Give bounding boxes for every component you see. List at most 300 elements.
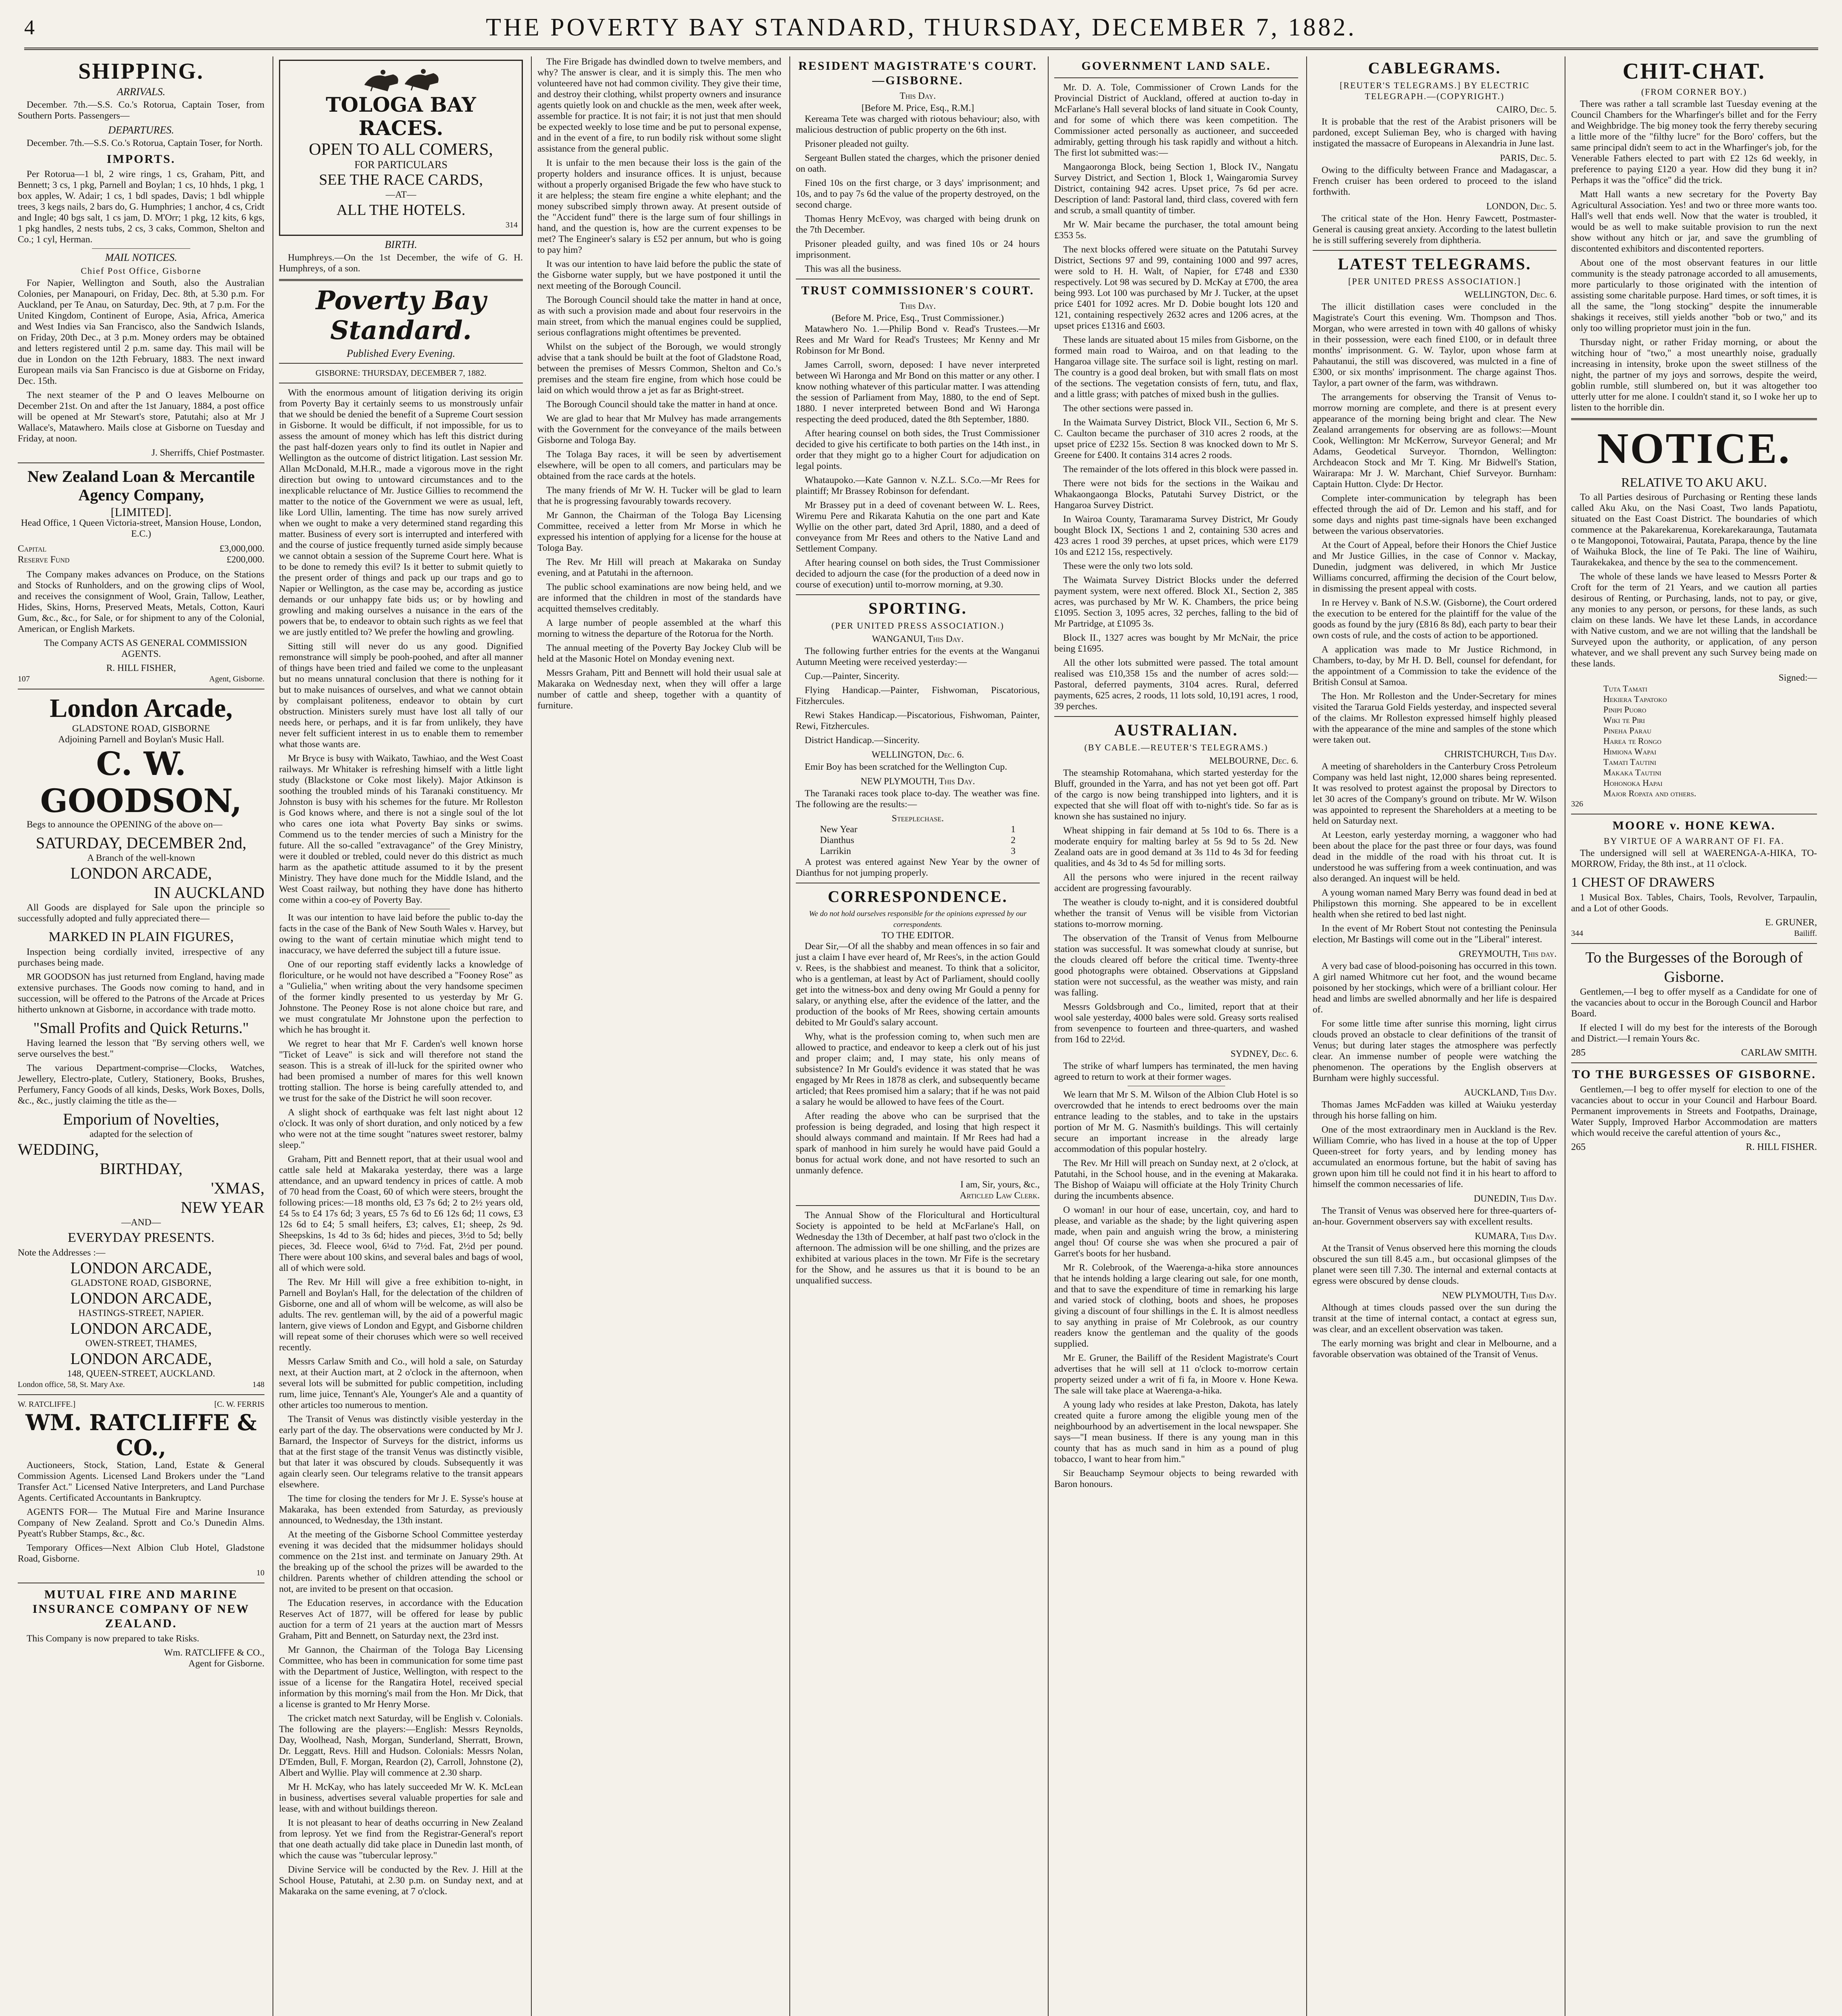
- loan-signature: R. HILL FISHER,: [106, 663, 176, 673]
- australian-paragraph: The observation of the Transit of Venus from Melbourne station was successful. It was somewhat cloudy at sunrise, but the clouds cleared off before the critical time. Twenty-three good photographs were obtained. Observations at Gippsland station were not successful, as the weather was misty, and rain was falling.: [1054, 933, 1298, 998]
- ratcliffe-offices: Temporary Offices—Next Albion Club Hotel, Gladstone Road, Gisborne.: [18, 1543, 264, 1564]
- telegram-paragraph: One of the most extraordinary men in Auckland is the Rev. William Comrie, who has lived in a house at the top of Upper Queen-street for forty years, and by lending money has accumulated an enormous fortune, but the habit of saving has grown upon him till he could not find it in his heart to afford to himself the common necessaries of life.: [1313, 1125, 1557, 1189]
- telegram-paragraph: The illicit distillation cases were concluded in the Magistrate's Court this evening. Wm. Thompson and Thos. Morgan, who were arrested in town with 40 gallons of whisky in their possession, were each fined £100, or in default three months' imprisonment. G. W. Taylor, upon whose farm at Pahautanui, the still was discovered, was mulcted in a fine of £300, or six months' imprisonment. The charge against Thos. Taylor, a part owner of the farm, was withdrawn.: [1313, 302, 1557, 388]
- news-paragraph: The Tolaga Bay races, it will be seen by advertisement elsewhere, will be open to all comers, and particulars may be obtained from the race cards at the hotels.: [537, 449, 781, 481]
- telegram-paragraph: A meeting of shareholders in the Canterbury Cross Petroleum Company was held last night, 12,000 shares being represented. It was resolved to protest against the proposal by Directors to let 30 acres of the Company's ground on tribute. Mr W. Wilson was appointed to represent the Shareholders at a meeting to be held on Saturday next.: [1313, 761, 1557, 826]
- trust-heading: TRUST COMMISSIONER'S COURT.: [801, 284, 1034, 297]
- race-horse-name: Larrikin: [820, 846, 851, 856]
- loan-reserve-row: [18, 554, 264, 565]
- loan-limited: [LIMITED].: [110, 506, 172, 519]
- notice-sub: RELATIVE TO AKU AKU.: [1621, 475, 1767, 489]
- local-paragraph: We learn that Mr S. M. Wilson of the Albion Club Hotel is so overcrowded that he intends to erect bedrooms over the main entrance leading to the stables, and to take in the upstairs portion of Mr M. G. Nasmith's buildings. This will certainly secure an important increase in the already large accommodation of this popular hostelry.: [1054, 1089, 1298, 1154]
- mutual-text: This Company is now prepared to take Risks.: [27, 1633, 200, 1644]
- address-4-street: 148, QUEEN-STREET, AUCKLAND.: [67, 1368, 215, 1379]
- land-paragraph: The remainder of the lots offered in this block were passed in.: [1063, 464, 1298, 475]
- signatory-name: Hekiera Tapatoko: [1603, 694, 1667, 704]
- notice-heading: NOTICE.: [1597, 425, 1791, 473]
- column-3: [531, 56, 787, 2016]
- column-2: [273, 56, 529, 2016]
- telegram-paragraph: At the Court of Appeal, before their Honors the Chief Justice and Mr Justice Gillies, in the case of Connor v. Mackay, Dunedin, judgment was delivered, in which Mr Justice Williams concurred, affirming the decision of the Court below, in dismissing the present appeal with costs.: [1313, 540, 1557, 594]
- land-paragraph: In Wairoa County, Taramarama Survey District, Mr Goudy bought Block IX, Sections 1 and 2, containing 530 acres and 423 acres 1 rood 39 perches, at upset prices, which were £179 10s and £212 15s, respectively.: [1054, 514, 1298, 557]
- telegram-paragraph: A young woman named Mary Berry was found dead in bed at Philipstown this morning. She appeared to be in excellent health when she retired to bed last night.: [1313, 887, 1557, 920]
- newspaper-title: THE POVERTY BAY STANDARD, THURSDAY, DECEMBER 7, 1882.: [486, 13, 1357, 41]
- cable-dateline: LONDON, Dec. 5.: [1486, 201, 1557, 211]
- column-5: [1048, 56, 1304, 2016]
- leader-paragraph: Mr H. McKay, who has lately succeeded Mr W. K. McLean in business, advertises several valuable properties for sale and lease, with and without buildings thereon.: [279, 1782, 523, 1814]
- race-horse-name: New Year: [820, 824, 858, 835]
- imports-text: Per Rotorua—1 bl, 2 wire rings, 1 cs, Graham, Pitt, and Bennett; 3 cs, 1 pkg, Parnell and Boylan; 1 cs, 10 hhds, 1 pkg, 1 box apples, W. Adair; 1 cs, 1 bdl spades, Davis; 1 bdl whipple trees, 3 kegs nails, 2 bars do, G. Humphries; 1 anchor, 4 cs, Cridt and Ingle; 40 bgs salt, 1 cs jam, D. M'Orr; 1 pkg, 12 kits, 6 kgs, 1 pkg handles, 2 nests tubs, 2 cs, 3 caks, Common, Shelton and Co.; 1 cyl, Herman.: [18, 169, 264, 245]
- everyday-presents: EVERYDAY PRESENTS.: [68, 1230, 214, 1245]
- divider: [1571, 1062, 1817, 1063]
- sporting-dateline: WANGANUI, This Day.: [872, 634, 964, 644]
- address-2: LONDON ARCADE,: [70, 1289, 212, 1307]
- mutual-signature-2: Agent for Gisborne.: [188, 1658, 264, 1669]
- chit-chat-sub: (FROM CORNER BOY.): [1641, 87, 1747, 97]
- address-footer: [18, 1379, 264, 1390]
- telegram-paragraph: In re Hervey v. Bank of N.S.W. (Gisborne), the Court ordered the execution to be entered for the plaintiff for the value of the goods as found by the jury (£816 8s 8d), each party to bear their own costs of rule, and the costs of action to be apportioned.: [1313, 598, 1557, 641]
- land-sale-heading: GOVERNMENT LAND SALE.: [1081, 59, 1271, 73]
- divider: [92, 248, 191, 249]
- land-paragraph: The next blocks offered were situate on the Patutahi Survey District, Sections 97 and 99, containing 1000 and 997 acres, were sold to H. H. Walt, of Napier, for £748 and £330 respectively. Lot 98 was secured by D. McKay at £700, the area being 993. Lot 100 was purchased by Mr J. Tucker, at the upset price £401 for 1092 acres. Mr D. Dobie bought lots 120 and 121, containing respectively 2632 acres and 1206 acres, at the upset prices £1316 and £603.: [1054, 244, 1298, 331]
- notice-footer: [1571, 799, 1817, 810]
- ad-number: 107: [18, 675, 30, 683]
- leader-paragraph: One of our reporting staff evidently lacks a knowledge of floriculture, or he would not have described a "Fooney Rose" as a "Gulielia," when writing about the very handsome specimen of the former kindly presented to us yesterday by Mr G. Johnstone. The Peoney Rose is not alone choice but rare, and we must congratulate Mr Johnstone upon the perfection to which he has brought it.: [279, 959, 523, 1035]
- burgesses-heading: To the Burgesses of the Borough of Gisborne.: [1585, 949, 1803, 985]
- telegram-paragraph: The Hon. Mr Rolleston and the Under-Secretary for mines visited the Tararua Gold Fields yesterday, and inspected several of the claims. Mr Rolleston expressed himself highly pleased with the appearance of the mine and samples of the stone which were taken out.: [1313, 691, 1557, 745]
- news-paragraph: The Borough Council should take the matter in hand at once.: [546, 399, 778, 410]
- australian-paragraph: The weather is cloudy to-night, and it is considered doubtful whether the transit of Venus will be visible from Victorian stations to-morrow morning.: [1054, 897, 1298, 929]
- burgesses-paragraph: Gentlemen,—I beg to offer myself as a Candidate for one of the vacancies about to occur in the Borough Council and Harbor Board.: [1571, 987, 1817, 1019]
- notice-paragraph: To all Parties desirous of Purchasing or Renting these lands called Aku Aku, on the Nasi Coast, Two lands Papatiotu, situated on the East Coast District. The boundaries of which commence at the Pakarekarenua, Korekarekaraunga, Tautamata o te Mangoponoi, Totowairai, Pautata, Parapa, thence by the line of Waihuka Block, the line of Te Paki. The line of Waihiru, Taurakekakea, and thence by the sea to the commencement.: [1571, 492, 1817, 568]
- latest-telegrams-heading: LATEST TELEGRAMS.: [1338, 255, 1532, 273]
- goodson-paragraph-4: The various Department-comprise—Clocks, Watches, Jewellery, Electro-plate, Cutlery, Stationery, Books, Brushes, Perfumery, Fancy Goods of all kinds, Desks, Work Boxes, Dolls, &c., &c., justly claiming the title as the—: [18, 1063, 264, 1106]
- australian-paragraph: Messrs Goldsbrough and Co., limited, report that at their wool sale yesterday, 4000 bales were sold. Greasy sorts realised from sevenpence to fourteen and three-quarters, and washed from 16d to 22½d.: [1054, 1002, 1298, 1045]
- sporting-paragraph: A protest was entered against New Year by the owner of Dianthus for not jumping properly.: [796, 857, 1040, 878]
- chit-chat-heading: CHIT-CHAT.: [1622, 59, 1766, 84]
- signatory-name: Pineha Parau: [1603, 725, 1652, 735]
- leader-paragraph: Mr Bryce is busy with Waikato, Tawhiao, and the West Coast railways. Mr Whitaker is refreshing himself with a little light study (Blackstone or Coke most likely). Major Atkinson is soothing the troubled minds of his Taranaki constituency. Mr Johnston is busy with his schemes for the future. Mr Rolleston is God knows where, and there is not a single soul of the lot who cares one iota what Poverty Bay sinks or swims. Commend us to the tender mercies of such a Ministry for the future. All the so-called "extravagance" of the Grey Ministry, were it doubled or trebled, could never do this district as much harm as the apathetic attitude assumed to it by the present Ministry. They have done much for the Middle Island, and the West Coast railway, but nothing they have done has hitherto come within a coo-ey of Poverty Bay.: [279, 753, 523, 905]
- burgesses-2-footer: [1571, 1142, 1817, 1153]
- local-paragraph: The Rev. Mr Hill will preach on Sunday next, at 2 o'clock, at Patutahi, in the School house, and in the evening at Makaraka. The Bishop of Waiapu will officiate at the Holy Trinity Church during the incumbents absence.: [1054, 1158, 1298, 1201]
- trust-date: This Day.: [899, 301, 936, 311]
- land-paragraph: In the Waimata Survey District, Block VII., Section 6, Mr S. C. Caulton became the purchaser of 310 acres 2 roods, at the upset price of £232 15s. Section 8 was knocked down to Mr S. Greene for £400. It contains 314 acres 2 roods.: [1054, 417, 1298, 460]
- races-at: —AT—: [385, 190, 416, 200]
- signatory-name: Tamati Tautini: [1603, 757, 1657, 767]
- signatory-name: Makaka Tautini: [1603, 767, 1661, 777]
- leader-paragraph: The Transit of Venus was distinctly visible yesterday in the early part of the day. The observations were conducted by Mr J. Barnard, the Inspector of Surveys for the district, informs us that at the first stage of the transit Venus was distinctly visible, but that later it was obscured by clouds. Subsequently it was again clearly seen. Our telegrams relative to the transit appears elsewhere.: [279, 1414, 523, 1490]
- arcade-address: GLADSTONE ROAD, GISBORNE: [72, 723, 210, 734]
- mail-text-2: The next steamer of the P and O leaves Melbourne on December 21st. On and after the 1st January, 1884, a post office will be opened at Mr Stewart's store, Patutahi; also at Mr J Wallace's, Matawhero. Mails close at Gisborne on Tuesday and Friday, at noon.: [18, 390, 264, 444]
- telegram-paragraph: Thomas James McFadden was killed at Waiuku yesterday through his horse falling on him.: [1313, 1100, 1557, 1121]
- land-paragraph: All the other lots submitted were passed. The total amount realised was £10,358 15s and the number of acres sold:—Pastoral, deferred payments, 3104 acres. Rural, deferred payments, 625 acres, 2 roods, 11 lots sold, 10,191 acres, 1 rood, 39 perches.: [1054, 658, 1298, 712]
- ratcliffe-agents: AGENTS FOR— The Mutual Fire and Marine Insurance Company of New Zealand. Sprott and Co.'s Dunedin Alms. Pyeatt's Rubber Stamps, &c., &c.: [18, 1507, 264, 1539]
- ad-number: 344: [1571, 929, 1583, 938]
- latest-telegrams-sub: [PER UNITED PRESS ASSOCIATION.]: [1348, 276, 1521, 286]
- divider: [279, 279, 523, 281]
- arcade-address-2: Adjoining Parnell and Boylan's Music Hall.: [58, 734, 224, 745]
- goodson-marked: MARKED IN PLAIN FIGURES,: [48, 929, 234, 944]
- court-date: This Day.: [899, 91, 936, 101]
- moore-bailiff: Bailiff.: [1794, 929, 1817, 938]
- signatory-name: Major Ropata and others.: [1603, 788, 1696, 798]
- masthead: [24, 7, 1818, 50]
- moore-signature: E. GRUNER,: [1765, 917, 1817, 928]
- cablegrams-sub: [REUTER'S TELEGRAMS.] BY ELECTRIC TELEGRAPH.—(COPYRIGHT.): [1340, 80, 1530, 101]
- letter-paragraph: Dear Sir,—Of all the shabby and mean offences in so fair and just a claim I have ever heard of, Mr Rees's, in the action Gould v. Rees, is the shabbiest and meanest. To think that a solicitor, who is a gentleman, at least by Act of Parliament, should coolly get into the witness-box and deny owing Mr Gould a penny for salary, or anything else, after the evidence of the latter, and the production of the books of Mr Rees, showing certain amounts debited to Mr Gould's salary account.: [796, 941, 1040, 1028]
- divider: [18, 462, 264, 463]
- address-1: LONDON ARCADE,: [70, 1259, 212, 1277]
- news-paragraph: The Borough Council should take the matter in hand at once, as with such a provision made and about four reservoirs in the main street, from which the manual engines could be supplied, serious conflagrations might oftentimes be prevented.: [537, 295, 781, 338]
- loan-reserve-value: £200,000.: [227, 554, 264, 565]
- court-paragraph: Sergeant Bullen stated the charges, which the prisoner denied on oath.: [796, 153, 1040, 174]
- column-6: [1306, 56, 1562, 2016]
- land-paragraph: These lands are situated about 15 miles from Gisborne, on the formed main road to Wairoa, and on that leading to the Hangaroa village site. The surface soil is light, resting on marl. The country is a good deal broken, but with small flats on most of the sections. The vegetation consists of fern, tutu, and flax, and a little grass; with patches of mixed bush in the gullies.: [1054, 335, 1298, 400]
- news-paragraph: Whilst on the subject of the Borough, we would strongly advise that a tank should be built at the foot of Gladstone Road, between the premises of Messrs Common, Shelton and Co.'s premises and the steam fire engine, from which hose could be laid on which would throw a jet as far as Bright-street.: [537, 342, 781, 396]
- birth-heading: BIRTH.: [385, 239, 417, 250]
- moore-item: 1 CHEST OF DRAWERS: [1571, 875, 1715, 890]
- shipping-heading: SHIPPING.: [78, 59, 204, 84]
- leader-paragraph: The cricket match next Saturday, will be English v. Colonials. The following are the players:—English: Messrs Reynolds, Day, Woolhead, Nash, Morgan, Sunderland, Sherratt, Brown, Dr. Leggatt, Revs. Hill and Hudson. Colonials: Messrs Nolan, D'Emden, Bull, F. Morgan, Reardon (2), Carroll, Johnstone (2), Albert and Wyllie. Play will commence at 2.30 sharp.: [279, 1713, 523, 1778]
- ad-number: 314: [506, 221, 518, 229]
- news-paragraph: It is unfair to the men because their loss is the gain of the property holders and insurance offices. It is unjust, because without a properly organised Brigade the few who have stuck to it are helpless; the steam fire engine a white elephant; and the money subscribed simply thrown away. At present outside of the "Accident fund" there is the large sum of four shillings in hand, and the question is, how are the current expenses to be met? The Engineer's salary is £52 per annum, but who is going to pay him?: [537, 158, 781, 255]
- mutual-heading: MUTUAL FIRE AND MARINE INSURANCE COMPANY OF NEW ZEALAND.: [32, 1588, 250, 1630]
- goodson-auckland: IN AUCKLAND: [154, 883, 264, 902]
- leader-paragraph: A slight shock of earthquake was felt last night about 12 o'clock. It was only of short duration, and only noticed by a few who were not at the time sought "natures sweet restorer, balmy sleep.": [279, 1107, 523, 1150]
- arcade-heading: London Arcade,: [50, 694, 233, 723]
- burgesses-2-signature: R. HILL FISHER.: [1746, 1142, 1817, 1152]
- column-1: [12, 56, 270, 2016]
- loan-capital-row: [18, 544, 264, 554]
- leader-paragraph: The time for closing the tenders for Mr J. E. Sysse's house at Makaraka, has been extended from Saturday, as previously announced, to Wednesday, the 13th instant.: [279, 1493, 523, 1526]
- telegram-dateline: CHRISTCHURCH, This Day.: [1444, 749, 1557, 759]
- wedding: WEDDING,: [18, 1140, 99, 1158]
- moore-heading: MOORE v. HONE KEWA.: [1612, 819, 1776, 832]
- letter-signature: I am, Sir, yours, &c.,: [960, 1179, 1040, 1190]
- notice-signed: Signed:—: [1778, 673, 1817, 683]
- signatory-name: Tuta Tamati: [1603, 683, 1648, 694]
- leader-paragraph: Sitting still will never do us any good. Dignified remonstrance will simply be pooh-poohed, and after all manner of things have been tried and failed we come to the unpleasant but no means unnatural conclusion that there is nothing for it but to make nuisances of ourselves, and what we cannot obtain by complaisant politeness, endeavor to obtain by curt obstruction. Ministers surely must have lost all tally of our needs here, or perhaps, and it is far from unlikely, they have never felt sufficient interest in us to enable them to remember what those wants are.: [279, 641, 523, 750]
- burgesses-2-heading: TO THE BURGESSES OF GISBORNE.: [1572, 1068, 1816, 1081]
- court-paragraph: Thomas Henry McEvoy, was charged with being drunk on the 7th December.: [796, 214, 1040, 235]
- australian-heading: AUSTRALIAN.: [1114, 721, 1238, 739]
- leader-paragraph: Graham, Pitt and Bennett report, that at their usual wool and cattle sale held at Makaraka yesterday, there was a large attendance, and an upward tendency in prices of cattle. A mob of 70 head from the Coast, 60 of which were steers, brought the following prices:—18 months old, £3 7s 6d; 2 to 2½ years old, £4 5s to £4 17s 6d; 3 years, £5 7s 6d to £6 12s 6d; 11 cows, £3 12s 6d to £4; 5 small heifers, £3; calves, £1; sheep, 2s 9d. Sheepskins, 1s 4d to 3s 6d; hides and pieces, 3½d to 5d; belly pieces, 3d. Fleece wool, 6¼d to 7½d. Fat, 2½d per pound. There were about 100 skins, and several bales and bags of wool, all of which were sold.: [279, 1154, 523, 1273]
- goodson-text: Begs to announce the OPENING of the above on—: [27, 819, 223, 830]
- ratcliffe-heading: WM. RATCLIFFE & CO.,: [25, 1410, 257, 1460]
- trust-before: (Before M. Price, Esq., Trust Commissioner.): [832, 313, 1004, 323]
- emporium-sub: adapted for the selection of: [89, 1129, 193, 1139]
- telegram-paragraph: For some little time after sunrise this morning, light cirrus clouds proved an obstacle to clear definitions of the transit of Venus; but during later stages the atmosphere was perfectly clear. An immense number of people were watching the phenomenon. The operations by the English observers at Burnham were highly successful.: [1313, 1018, 1557, 1083]
- loan-footer: [18, 674, 264, 685]
- leader-paragraph: It is not pleasant to hear of deaths occurring in New Zealand from leprosy. Yet we find from the Registrar-General's report that one death actually did take place in Dunedin last month, of which the cause was "tubercular leprosy.": [279, 1818, 523, 1861]
- trust-paragraph: After hearing counsel on both sides, the Trust Commissioner decided to adjourn the case (for the production of a deed now in course of execution) until to-morrow morning, at 9.30.: [796, 558, 1040, 590]
- telegram-paragraph: A very bad case of blood-poisoning has occurred in this town. A girl named Whitmore cut her foot, and the wound became poisoned by her stockings, which were of a brilliant colour. Her head and limbs are swelled abnormally and her life is despaired of.: [1313, 961, 1557, 1015]
- goodson-motto: "Small Profits and Quick Returns.": [33, 1020, 249, 1037]
- cable-paragraph: The critical state of the Hon. Henry Fawcett, Postmaster-General is causing great anxiety. According to the latest bulletin he is still suffering severely from diphtheria.: [1313, 213, 1557, 246]
- news-paragraph: It was our intention to have laid before the public the state of the Gisborne water supply, but we have postponed it until the next meeting of the Borough Council.: [537, 259, 781, 291]
- races-see: SEE THE RACE CARDS,: [319, 171, 483, 188]
- leader-paragraph: Mr Gannon, the Chairman of the Tologa Bay Licensing Committee, who has been in communication for some time past with the Department of Justice, Wellington, with respect to the issue of a license for the Rangatira Hotel, received special information by this morning's mail from the Hon. Mr Dick, that a license is granted to Mr Henry Morse.: [279, 1645, 523, 1710]
- arrivals-heading: ARRIVALS.: [117, 86, 166, 98]
- chit-chat-paragraph: About one of the most observant features in our little community is the steady patronage accorded to all amusements, more particularly to those originated with the intention of assisting some charitable purpose. Hard times, or soft times, it is all the same, the "long stocking" despite the innumerable shakings it receives, still yields another "bob or two," and its only too willing proprietor must join in the fun.: [1571, 258, 1817, 333]
- leader-paragraph: It was our intention to have laid before the public to-day the facts in the case of the Bank of New South Wales v. Harvey, but owing to the want of certain minutiae which might tend to inaccuracy, we have deferred the subject till a future issue.: [279, 912, 523, 956]
- race-result-row: [796, 824, 1040, 835]
- telegram-paragraph: A application was made to Mr Justice Richmond, in Chambers, to-day, by Mr H. D. Bell, counsel for defendant, for the appointment of a Commission to take the evidence of the British Consul at Samoa.: [1313, 644, 1557, 687]
- signatory-name: Hohonoka Hapai: [1603, 778, 1663, 788]
- goodson-marked-text: Inspection being cordially invited, irrespective of any purchases being made.: [18, 947, 264, 968]
- telegram-paragraph: The early morning was bright and clear in Melbourne, and a favorable observation was obtained of the Transit of Venus.: [1313, 1338, 1557, 1360]
- news-paragraph: Mr Gannon, the Chairman of the Tologa Bay Licensing Committee, received a letter from Mr Morse in which he expressed his intention of applying for a license for the house at Tologa Bay.: [537, 510, 781, 553]
- divider: [279, 363, 523, 364]
- loan-capital-label: Capital: [18, 544, 47, 554]
- imports-heading: IMPORTS.: [106, 152, 176, 166]
- address-1-street: GLADSTONE ROAD, GISBORNE,: [71, 1278, 212, 1288]
- column-7: [1565, 56, 1823, 2016]
- trust-paragraph: After hearing counsel on both sides, the Trust Commissioner decided to give his certificate to both parties on the 14th inst., in order that they might go to a higher Court for adjudication on legal points.: [796, 428, 1040, 471]
- goodson-london-arcade: LONDON ARCADE,: [70, 864, 212, 882]
- loan-company-heading: New Zealand Loan & Mercantile Agency Company,: [27, 467, 255, 504]
- races-hotels: ALL THE HOTELS.: [336, 202, 466, 219]
- partner-left: W. RATCLIFFE.]: [18, 1400, 76, 1409]
- races-footer: [284, 220, 518, 231]
- sporting-sub: (PER UNITED PRESS ASSOCIATION.): [831, 621, 1004, 631]
- telegram-paragraph: In the event of Mr Robert Stout not contesting the Peninsula election, Mr Bastings will come out in the "Liberal" interest.: [1313, 923, 1557, 945]
- divider: [1571, 943, 1817, 944]
- signatory-name: Himiona Wapai: [1603, 746, 1657, 756]
- birthday: BIRTHDAY,: [100, 1160, 183, 1178]
- land-paragraph: The other sections were passed in.: [1063, 403, 1193, 414]
- news-paragraph: The many friends of Mr W. H. Tucker will be glad to learn that he is progressing favourably towards recovery.: [537, 485, 781, 506]
- show-paragraph: The Annual Show of the Floricultural and Horticultural Society is appointed to be held at McFarlane's Hall, on Wednesday the 13th of December, at half past two o'clock in the afternoon. The admission will be one shilling, and the prizes are exhibited at various places in the town. Mr Fife is the secretary for the Show, and he assures us that it is bound to be an unqualified success.: [796, 1210, 1040, 1286]
- race-place: 1: [1011, 824, 1016, 835]
- notice-signatories: [1571, 683, 1817, 799]
- ad-number: 10: [256, 1568, 264, 1577]
- column-4: [789, 56, 1045, 2016]
- moore-sub: BY VIRTUE OF A WARRANT OF FI. FA.: [1604, 836, 1784, 846]
- ad-number: 148: [252, 1380, 264, 1389]
- news-paragraph: The annual meeting of the Poverty Bay Jockey Club will be held at the Masonic Hotel on Monday evening next.: [537, 643, 781, 664]
- court-paragraph: Fined 10s on the first charge, or 3 days' imprisonment; and 10s, and to pay 7s 6d the value of the property destroyed, on the second charge.: [796, 178, 1040, 210]
- letter-author: Articled Law Clerk.: [960, 1190, 1040, 1201]
- cablegrams-heading: CABLEGRAMS.: [1368, 59, 1501, 77]
- moore-items: 1 Musical Box. Tables, Chairs, Tools, Revolver, Tarpaulin, and a Lot of other Goods.: [1571, 892, 1817, 914]
- telegram-dateline: GREYMOUTH, This day.: [1459, 949, 1557, 959]
- new-year: NEW YEAR: [181, 1198, 264, 1216]
- burgesses-signature: CARLAW SMITH.: [1741, 1048, 1817, 1058]
- trust-paragraph: James Carroll, sworn, deposed: I have never interpreted between Wi Haronga and Mr Bond on this matter or any other. I know nothing whatever of this particular matter. I was attending the session of Parliament from May, 1880, to the end of Sept. 1880. I never interpreted between Bond and Wi Haronga respecting the deed produced, dated the 8th September, 1880.: [796, 360, 1040, 425]
- divider: [1054, 716, 1298, 717]
- court-heading: RESIDENT MAGISTRATE'S COURT.—GISBORNE.: [798, 59, 1037, 87]
- tologa-races-ad: [279, 60, 523, 236]
- trust-paragraph: Whataupoko.—Kate Gannon v. N.Z.L. S.Co.—Mr Rees for plaintiff; Mr Brassey Robinson for defendant.: [796, 475, 1040, 496]
- leader-paragraph: The Rev. Mr Hill will give a free exhibition to-night, in Parnell and Boylan's Hall, for the delectation of the children of Gisborne, one and all of whom will be welcome, as will also be adults. The rev. gentleman will, by the aid of a powerful magic lantern, give views of London and Egypt, and Gisborne children will repeat some of their choruses which were so well received recently.: [279, 1277, 523, 1353]
- race-results: [796, 824, 1040, 857]
- telegram-paragraph: Although at times clouds passed over the sun during the transit at the time of internal contact, a contact at egress sun, was clear, and an excellent observation was taken.: [1313, 1302, 1557, 1335]
- departures-heading: DEPARTURES.: [108, 124, 174, 136]
- race-place: 3: [1011, 846, 1016, 856]
- cable-paragraph: Owing to the difficulty between France and Madagascar, a French cruiser has been ordered to proceed to the island forthwith.: [1313, 165, 1557, 197]
- races-open: OPEN TO ALL COMERS,: [309, 140, 493, 159]
- divider: [1571, 418, 1817, 420]
- moore-paragraph: The undersigned will sell at WAERENGA-A-HIKA, TO-MORROW, Friday, the 8th inst., at 11 o'clock.: [1571, 848, 1817, 869]
- australian-dateline: MELBOURNE, Dec. 6.: [1209, 756, 1298, 766]
- loan-text-2: The Company ACTS AS GENERAL COMMISSION AGENTS.: [44, 638, 247, 659]
- chit-chat-paragraph: There was rather a tall scramble last Tuesday evening at the Council Chambers for the Wharfinger's billet and for the Ferry and Weighbridge. The big money took the ferry thereby securing a little more of the "filthy lucre" for the Boro' coffers, but the same principal didn't seem to act in the Wharfinger's job, for the Venerable Fathers elected to part with £2 12s 6d weekly, in preference to paying £120 a year. How did they bung it in? Perhaps it was the "office" did the trick.: [1571, 99, 1817, 185]
- sporting-paragraph: Rewi Stakes Handicap.—Piscatorious, Fishwoman, Painter, Rewi, Fitzhercules.: [796, 710, 1040, 731]
- local-paragraph: O woman! in our hour of ease, uncertain, coy, and hard to please, and variable as the shade; by the light quivering aspen made, when pain and anguish wring the brow, a ministering angel thou! Of course she was when she procured a pair of Garret's boots for her husband.: [1054, 1205, 1298, 1259]
- chit-chat-paragraph: Thursday night, or rather Friday morning, or about the witching hour of "two," a most unearthly noise, gradually increasing in intensity, broke upon the sweet stillness of the night, the partner of my joys and sorrows, despite the weird, goblin rumble, still slumbered on, but it was altogether too utterly utter for me alone. I couldn't stand it, so I woke her up to listen to the horrible din.: [1571, 337, 1817, 413]
- land-paragraph: Mr W. Mair became the purchaser, the total amount being £353 5s.: [1054, 219, 1298, 241]
- goodson-paragraph-2: MR GOODSON has just returned from England, having made extensive purchases. The Goods now coming to hand, and in succession, will be offered to the Patrons of the Arcade at Prices hitherto unknown at Gisborne, in accordance with trade motto.: [18, 972, 264, 1015]
- local-paragraph: A young lady who resides at lake Preston, Dakota, has lately created quite a furore among the eligible young men of the neighbourhood by an advertisement in the local newspaper. She says—"I mean business. If there is any young man in this county that has as much sand in him as a pound of plug tobacco, I want to hear from him.": [1054, 1400, 1298, 1464]
- partner-right: [C. W. FERRIS: [214, 1400, 264, 1409]
- news-paragraph: Messrs Graham, Pitt and Bennett will hold their usual sale at Makaraka on Wednesday next, when they will offer a large number of cattle and sheep, together with a quantity of furniture.: [537, 668, 781, 711]
- race-result-row: [796, 835, 1040, 846]
- letter-paragraph: After reading the above who can be surprised that the profession is being degraded, and losing that high respect it should always command and maintain. If Mr Rees had had a spark of manhood in him surely he would have paid Gould a bonus for actual work done, and not have resorted to such an unmanly defence.: [796, 1111, 1040, 1176]
- sporting-paragraph: The following further entries for the events at the Wanganui Autumn Meeting were received yesterday:—: [796, 646, 1040, 667]
- leader-paragraph: We regret to hear that Mr F. Carden's well known horse "Ticket of Leave" is sick and will therefore not stand the season. This is a streak of ill-luck for the spirited owner who had been promised a number of mares for this well known trotting stallion. The horse is being carefully attended to, and we trust for the sake of the District he will soon recover.: [279, 1039, 523, 1104]
- loan-text: The Company makes advances on Produce, on the Stations and Stocks of Runholders, and on the growing clips of Wool, and receives the consignment of Wool, Grain, Tallow, Leather, Hides, Skins, Horns, Preserved Meats, Metals, Cotton, Kauri Gum, &c., &c., for Sale, or for shipment to any of the Colonial, American, or English Markets.: [18, 569, 264, 634]
- local-paragraph: Mr E. Gruner, the Bailiff of the Resident Magistrate's Court advertises that he will sell at 11 o'clock to-morrow certain property seized under a writ of fi fa, in Moore v. Hone Kewa. The sale will take place at Waerenga-a-hika.: [1054, 1353, 1298, 1396]
- paper-title: Poverty Bay Standard.: [316, 285, 486, 346]
- court-paragraph: Prisoner pleaded not guilty.: [805, 139, 909, 149]
- court-paragraph: Kereama Tete was charged with riotous behaviour; also, with malicious destruction of public property on the 6th inst.: [796, 114, 1040, 135]
- australian-paragraph: All the persons who were injured in the recent railway accident are progressing favourably.: [1054, 872, 1298, 893]
- local-paragraph: Sir Beauchamp Seymour objects to being rewarded with Baron honours.: [1054, 1468, 1298, 1489]
- cable-dateline: PARIS, Dec. 5.: [1500, 153, 1557, 163]
- goodson-paragraph-3: Having learned the lesson that "By serving others well, we serve ourselves the best.": [18, 1038, 264, 1059]
- court-paragraph: This was all the business.: [805, 264, 901, 274]
- race-horse-name: Dianthus: [820, 835, 854, 846]
- leader-paragraph: At the meeting of the Gisborne School Committee yesterday evening it was decided that the midsummer holidays should commence on the 21st inst. and terminate on January 29th. At the breaking up of the school the prizes will be awarded to the children. Parents whether of children attending the school or not, are invited to be present on that occasion.: [279, 1529, 523, 1594]
- sporting-dateline: WELLINGTON, Dec. 6.: [872, 750, 964, 760]
- burgesses-paragraph: If elected I will do my best for the interests of the Borough and District.—I remain Yours &c.: [1571, 1023, 1817, 1044]
- ad-number: 265: [1571, 1142, 1586, 1152]
- telegram-dateline: KUMARA, This Day.: [1475, 1231, 1557, 1241]
- mail-text: For Napier, Wellington and South, also the Australian Colonies, per Manapouri, on Friday, Dec. 8th, at 5.30 p.m. For Auckland, per Te Anau, on Saturday, Dec. 9th, at 7 p.m. For the United Kingdom, Continent of Europe, Asia, Africa, America and West Indies via San Francisco, also the Sandwich Islands, on Friday, 20th Dec., at 3 p.m. Money orders may be obtained and letters registered until 2 p.m. same day. This mail will be due in London on the 12th February, 1883. The next inward European mails via San Francisco is due at Gisborne on Friday, Dec. 15th.: [18, 278, 264, 386]
- australian-paragraph: The strike of wharf lumpers has terminated, the men having agreed to return to work at their former wages.: [1054, 1061, 1298, 1082]
- paper-dateline: GISBORNE: THURSDAY, DECEMBER 7, 1882.: [315, 368, 487, 378]
- paper-published: Published Every Evening.: [346, 348, 456, 359]
- notice-paragraph: The whole of these lands we have leased to Messrs Porter & Croft for the term of 21 Years, and we caution all parties desirous of Renting, or Purchasing, lands, not to pay, or give, any monies to any person, or persons, for these lands, as such claim on these lands. We have let these Lands, in accordance with Native custom, and we are not willing that the landshall be Surveyed upon the authority, or application, of any person whatever, and we shall prevent any such Survey being made on these lands.: [1571, 571, 1817, 669]
- address-2-street: HASTINGS-STREET, NAPIER.: [78, 1308, 204, 1318]
- racehorses-icon: [361, 65, 441, 93]
- letter-paragraph: Why, what is the profession coming to, when such men are allowed to practice, and endeavor to keep a clerk out of his just and proper claim; and, I may state, his only means of subsistence? In Mr Gould's evidence it was stated that he was engaged by Mr Rees in 1878 as clerk, and subsequently became articled; that Rees promised him a salary; that if he was not paid a salary he would be allowed to have fees of the Court.: [796, 1031, 1040, 1107]
- land-paragraph: Mangaoronga Block, being Section 1, Block IV., Nangatu Survey District, and Section 1, Block 1, Waingaromia Survey District, containing 942 acres. Upset price, 7s 6d per acre. Description of land: Pastoral land, third class, covered with fern and scrub, a small quantity of timber.: [1054, 162, 1298, 216]
- telegram-paragraph: At Leeston, early yesterday morning, a waggoner who had been about the place for the past three or four days, was found dead in the middle of the road with his throat cut. It is understood he was suffering from a week continuation, and was also deranged. An inquest will be held.: [1313, 830, 1557, 884]
- signatory-name: Pinipi Puoro: [1603, 704, 1646, 714]
- telegram-paragraph: At the Transit of Venus observed here this morning the clouds obscured the sun till 8.45 a.m., but occasional glimpses of the planet were seen till 7.30. The internal and external contacts at egress were obscured by dense clouds.: [1313, 1243, 1557, 1286]
- cable-paragraph: It is probable that the rest of the Arabist prisoners will be pardoned, except Sulieman Bey, who is charged with having instigated the massacre of Europeans in Alexandria in June last.: [1313, 117, 1557, 149]
- goodson-goods: All Goods are displayed for Sale upon the principle so successfully adopted and fully appreciated there—: [18, 902, 264, 924]
- news-paragraph: The Rev. Mr Hill will preach at Makaraka on Sunday evening, and at Patutahi in the afternoon.: [537, 557, 781, 578]
- chit-chat-paragraph: Matt Hall wants a new secretary for the Poverty Bay Agricultural Association. Yes! and two or three more wants too. Hall's well that ends well. Now that the water is troubled, it would be as well to make suitable provision to run the next show without any hitch or jar, and save the grumbling of discontented exhibitors and discontented reporters.: [1571, 189, 1817, 254]
- mail-subheading: Chief Post Office, Gisborne: [81, 266, 202, 276]
- loan-agent: Agent, Gisborne.: [209, 675, 264, 683]
- telegram-dateline: NEW PLYMOUTH, This Day.: [1442, 1290, 1557, 1300]
- moore-footer: [1571, 928, 1817, 939]
- burgesses-2-paragraph: Gentlemen,—I beg to offer myself for election to one of the vacancies about to occur in your Council and Harbour Board. Permanent improvements in Streets and Footpaths, Drainage, Water Supply, Improved Harbor Accommodation are matters which would receive the careful attention of yours &c.,: [1571, 1084, 1817, 1138]
- birth-text: Humphreys.—On the 1st December, the wife of G. H. Humphreys, of a son.: [279, 252, 523, 274]
- sporting-dateline: NEW PLYMOUTH, This Day.: [860, 776, 975, 786]
- news-paragraph: The public school examinations are now being held, and we are informed that the children in most of the standards have acquitted themselves creditably.: [537, 582, 781, 614]
- telegram-dateline: DUNEDIN, This Day.: [1474, 1193, 1557, 1204]
- telegram-paragraph: The Transit of Venus was observed here for three-quarters of-an-hour. Government observers say with excellent results.: [1313, 1206, 1557, 1227]
- sporting-heading: SPORTING.: [868, 599, 967, 617]
- local-paragraph: Mr R. Colebrook, of the Waerenga-a-hika store announces that he intends holding a large clearing out sale, for one month, and that to save the expenditure of time in remarking his large and varied stock of clothing, boots and shoes, he proposes giving a discount of four shillings in the £. It is almost needless to say anything in praise of Mr Colebrook, as our country readers know the gentleman and the quality of the goods supplied.: [1054, 1262, 1298, 1349]
- burgesses-footer: [1571, 1048, 1817, 1058]
- london-office: London office, 58, St. Mary Axe.: [18, 1380, 125, 1389]
- signatory-name: Wiki te Piri: [1603, 715, 1645, 725]
- trust-paragraph: Matawhero No. 1.—Philip Bond v. Read's Trustees.—Mr Rees and Mr Ward for Read's Trustees; Mr Kenny and Mr Robinson for Mr Bond.: [796, 324, 1040, 356]
- race-place: 2: [1011, 835, 1016, 846]
- correspondence-disclaimer: We do not hold ourselves responsible for the opinions expressed by our correspondents.: [809, 910, 1027, 929]
- land-paragraph: Mr. D. A. Tole, Commissioner of Crown Lands for the Provincial District of Auckland, offered at auction to-day in McFarlane's Hall several blocks of land situate in Cook County, and for some of which there was keen competition. The Commissioner acted personally as auctioneer, and succeeded admirably, getting through his task rapidly and without a hitch. The first lot submitted was:—: [1054, 82, 1298, 158]
- arrivals-text: December. 7th.—S.S. Co.'s Rotorua, Captain Toser, from Southern Ports. Passengers—: [18, 100, 264, 121]
- sporting-paragraph: District Handicap.—Sincerity.: [805, 735, 920, 746]
- australian-dateline: SYDNEY, Dec. 6.: [1230, 1049, 1298, 1059]
- goodson-branch: A Branch of the well-known: [87, 853, 195, 863]
- steeplechase-heading: Steeplechase.: [891, 813, 944, 824]
- correspondence-to: TO THE EDITOR.: [881, 930, 954, 941]
- leader-paragraph: Divine Service will be conducted by the Rev. J. Hill at the School House, Patutahi, at 2.30 p.m. on Sunday next, and at Makaraka on the same evening, at 7 o'clock.: [279, 1864, 523, 1897]
- telegram-paragraph: Complete inter-communication by telegraph has been effected through the aid of Dr. Lemon and his staff, and for some days and nights past time-signals have been exchanged between the various observatories.: [1313, 493, 1557, 536]
- cable-dateline: CAIRO, Dec. 5.: [1496, 104, 1557, 115]
- australian-paragraph: The steamship Rotomahana, which started yesterday for the Bluff, grounded in the Yarra, and has not yet been got off. Part of the cargo is now being transhipped into lighters, and it is expected that she will float off with to-night's tide. So far as is known she has sustained no injury.: [1054, 768, 1298, 822]
- telegram-paragraph: The arrangements for observing the Transit of Venus to-morrow morning are complete, and there is at present every appearance of the morning being bright and clear. The New Zealand arrangements for observing are as follows:—Mount Cook, Wellington: Mr McKerrow, Surveyor General; and Mr Adams, Geodetical Surveyor. Thorndon, Wellington: Archdeacon Stock and Mr T. King. Mr Bidwell's Station, Wairarapa: Mr J. W. Marchant, Chief Surveyor. Burnham: Captain Hutton. Clyde: Dr Hector.: [1313, 392, 1557, 489]
- ratcliffe-partners: [18, 1399, 264, 1410]
- and: —AND—: [121, 1217, 161, 1228]
- divider: [18, 1394, 264, 1395]
- sporting-paragraph: Emir Boy has been scratched for the Wellington Cup.: [805, 762, 1007, 772]
- loan-office: Head Office, 1 Queen Victoria-street, Mansion House, London, E.C.): [21, 518, 262, 539]
- loan-capital-value: £3,000,000.: [219, 544, 264, 554]
- address-4: LONDON ARCADE,: [70, 1350, 212, 1368]
- leader-paragraph: The Education reserves, in accordance with the Education Reserves Act of 1877, will be offered for lease by public auction for a term of 21 years at the auction mart of Messrs Graham, Pitt and Bennett, on Saturday next, the 23rd inst.: [279, 1598, 523, 1641]
- goodson-date: SATURDAY, DECEMBER 2nd,: [35, 834, 247, 852]
- land-paragraph: There were not bids for the sections in the Waikau and Whakaongaonga Blocks, Patutahi Survey District, or the Hangaroa Survey District.: [1054, 478, 1298, 510]
- race-result-row: [796, 846, 1040, 857]
- land-paragraph: The Waimata Survey District Blocks under the deferred payment system, were next offered. Block XI., Section 2, 385 acres, was purchased by Mr W. K. Chambers, the price being £1095. Section 3, 1095 acres, 32 perches, falling to the bid of Mr Partridge, at £1095 3s.: [1054, 575, 1298, 629]
- mutual-signature: Wm. RATCLIFFE & CO.,: [164, 1647, 264, 1658]
- correspondence-heading: CORRESPONDENCE.: [828, 887, 1008, 906]
- races-for: FOR PARTICULARS: [354, 159, 447, 171]
- court-before: [Before M. Price, Esq., R.M.]: [861, 103, 974, 113]
- leader-paragraph: Messrs Carlaw Smith and Co., will hold a sale, on Saturday next, at their Auction mart, at 2 o'clock in the afternoon, when several lots will be submitted for public competition, including rum, lime juice, Tennant's Ale, Younger's Ale and a quantity of other articles too numerous to mention.: [279, 1356, 523, 1410]
- news-paragraph: The Fire Brigade has dwindled down to twelve members, and why? The answer is clear, and it is simply this. The men who volunteered have not had common civility. They give their time, and destroy their clothing, whilst property owners and insurance agents quietly look on and chuckle as the men, week after week, assemble for practice. It is not fair; it is not just that men should be expected weekly to lose time and be put to personal expense, and in the event of a fire, to run bodily risk without some slight assistance from the general public.: [537, 56, 781, 154]
- ad-number: 326: [1571, 800, 1583, 808]
- departures-text: December. 7th.—S.S. Co.'s Rotorua, Captain Toser, for North.: [27, 138, 263, 148]
- address-3: LONDON ARCADE,: [70, 1319, 212, 1337]
- divider: [796, 1205, 1040, 1206]
- news-paragraph: A large number of people assembled at the wharf this morning to witness the departure of the Rotorua for the North.: [537, 618, 781, 639]
- races-heading: TOLOGA BAY RACES.: [326, 93, 476, 140]
- sporting-paragraph: Cup.—Painter, Sincerity.: [805, 671, 900, 681]
- sporting-paragraph: Flying Handicap.—Painter, Fishwoman, Piscatorious, Fitzhercules.: [796, 685, 1040, 706]
- ratcliffe-footer: [18, 1568, 264, 1579]
- addresses-note: Note the Addresses :—: [18, 1248, 106, 1258]
- mail-heading: MAIL NOTICES.: [105, 252, 177, 263]
- court-paragraph: Prisoner pleaded guilty, and was fined 10s or 24 hours imprisonment.: [796, 239, 1040, 260]
- telegram-dateline: AUCKLAND, This Day.: [1464, 1087, 1557, 1098]
- page-number: 4: [24, 16, 35, 39]
- trust-paragraph: Mr Brassey put in a deed of covenant between W. L. Rees, Wiremu Pere and Rikarata Kahutia on the one part and Kate Wyllie on the other part, dated 3rd April, 1880, and a deed of conveyance from Mr Rees and others to the Native Land and Settlement Company.: [796, 500, 1040, 554]
- telegram-dateline: WELLINGTON, Dec. 6.: [1464, 289, 1557, 300]
- address-3-street: OWEN-STREET, THAMES,: [85, 1338, 197, 1349]
- ratcliffe-text: Auctioneers, Stock, Station, Land, Estate & General Commission Agents. Licensed Land Brokers under the "Land Transfer Act." Licensed Native Interpreters, and Land Purchase Agents. Certificated Accountants in Bankruptcy.: [18, 1460, 264, 1503]
- xmas: 'XMAS,: [211, 1179, 264, 1197]
- divider: [1313, 250, 1557, 251]
- loan-reserve-label: Reserve Fund: [18, 554, 70, 565]
